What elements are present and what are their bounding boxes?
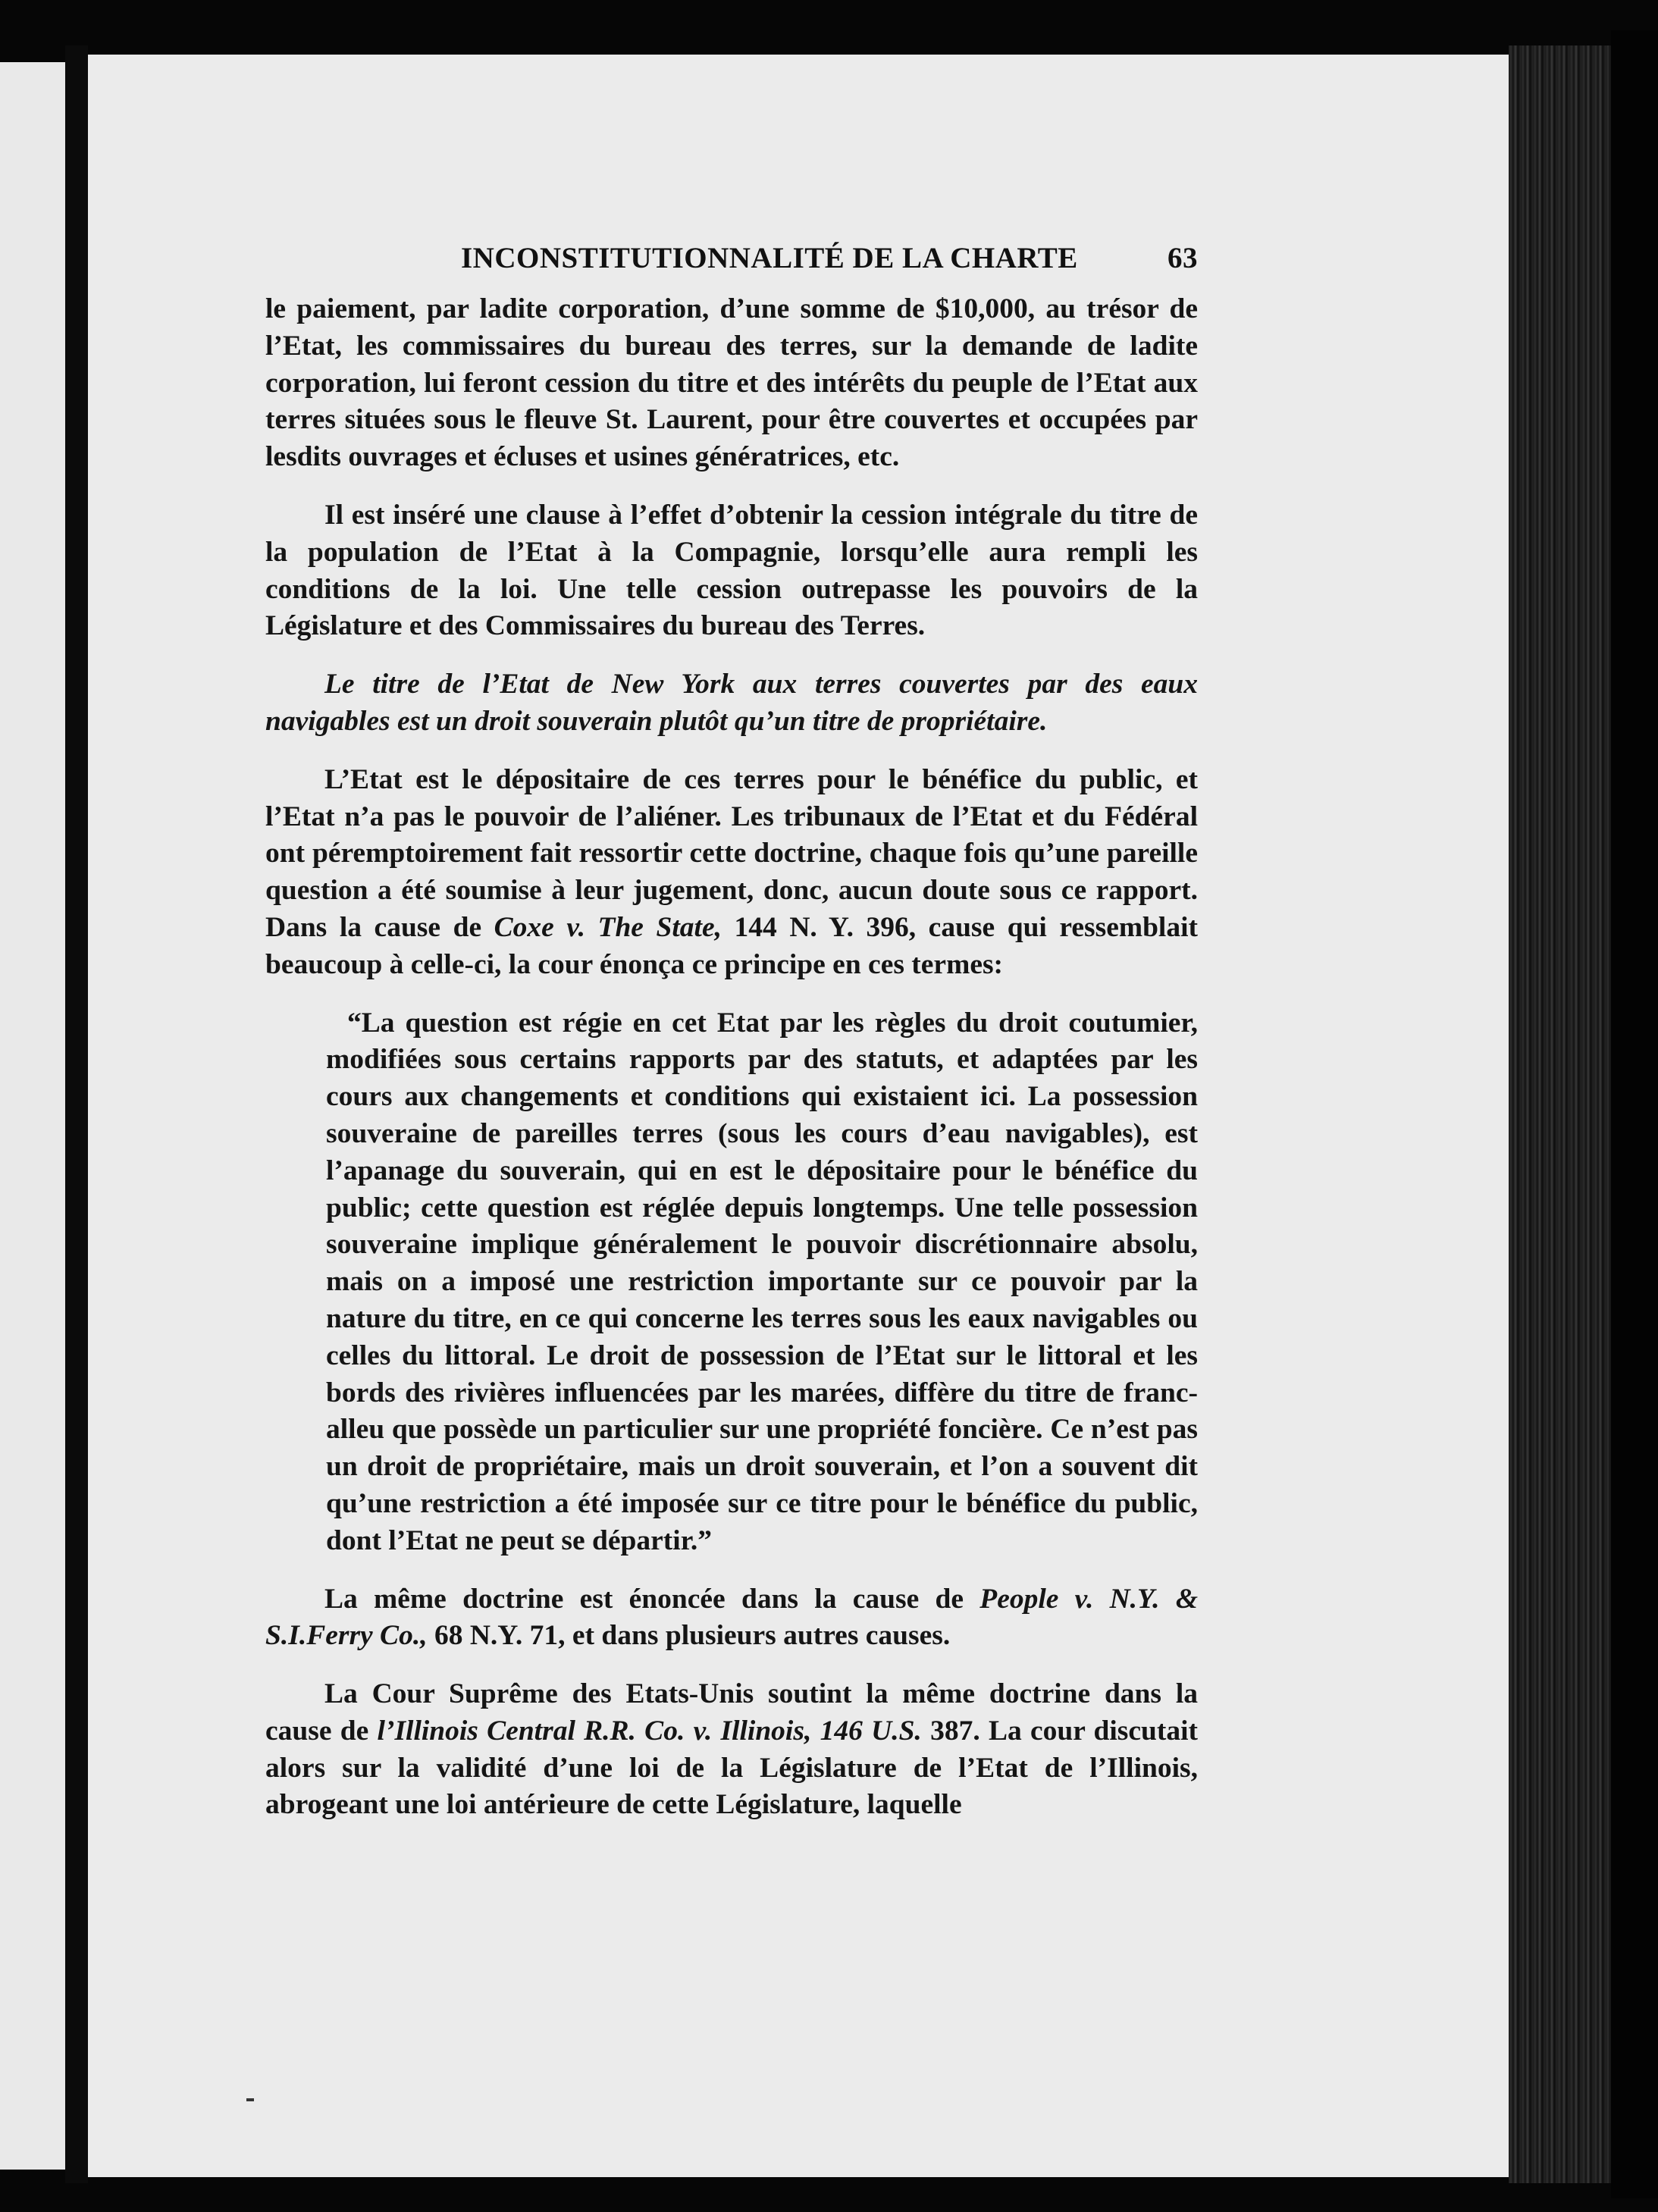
paragraph-meme-doctrine <box>265 1581 1198 1656</box>
body-text <box>265 291 1198 1824</box>
text-run: 68 N.Y. 71, et dans plusieurs autres causes. <box>427 1620 951 1652</box>
block-quote: “La question est régie en cet Etat par les règles du droit coutumier, modifiées sous certains rapports par des statuts, et adaptées par les cours aux changements et conditions qui existaient ici. La possession souveraine de pareilles terres (sous les cours d’eau navigables), est l’apanage du souverain, qui en est le dépositaire pour le bénéfice du public; cette question est réglée depuis longtemps. Une telle possession souveraine implique généralement le pouvoir discrétionnaire absolu, mais on a imposé une restriction importante sur ce pouvoir par la nature du titre, en ce qui concerne les terres sous les eaux navigables ou celles du littoral. Le droit de possession de l’Etat sur le littoral et les bords des rivières influencées par les marées, diffère du titre de franc-alleu que possède un particulier sur une propriété foncière. Ce n’est pas un droit de propriétaire, mais un droit souverain, et l’on a souvent dit qu’une restriction a été imposée sur ce titre pour le bénéfice du public, dont l’Etat ne peut se départir.” <box>326 1007 1198 1556</box>
book-gutter <box>65 45 88 2183</box>
paragraph-continuation: le paiement, par ladite corporation, d’une somme de $10,000, au trésor de l’Etat, les commissaires du bureau des terres, sur la demande de ladite corporation, lui feront cession du titre et des intérêts du peuple de l’Etat aux terres situées sous le fleuve St. Laurent, pour être couvertes et occupées par lesdits ouvrages et écluses et usines génératrices, etc. <box>265 293 1198 473</box>
page-number: 63 <box>1167 242 1198 274</box>
paragraph-clause: Il est inséré une clause à l’effet d’obtenir la cession intégrale du titre de la population de l’Etat à la Compagnie, lorsqu’elle aura rempli les conditions de la loi. Une telle cession outrepasse les pouvoirs de la Législature et des Commissaires du bureau des Terres. <box>265 499 1198 642</box>
paragraph-cour-supreme <box>265 1676 1198 1824</box>
case-citation: People v. N.Y. & S.I.Ferry Co., <box>265 1583 1198 1652</box>
case-citation: Coxe v. The State, <box>494 911 722 943</box>
margin-speck <box>246 2098 254 2101</box>
paragraph-depositaire <box>265 762 1198 984</box>
facing-page-edge <box>0 62 65 2170</box>
text-run: La Cour Suprême des Etats-Unis soutint la même doctrine dans la cause de <box>265 1678 1198 1747</box>
text-run: L’Etat est le dépositaire de ces terres pour le bénéfice du public, et l’Etat n’a pas le pouvoir de l’aliéner. Les tribunaux de l’Etat et du Fédéral ont péremptoirement fait ressortir cette doctrine, chaque fois qu’une pareille question a été soumise à leur jugement, donc, aucun doute sous ce rapport. Dans la cause de <box>265 763 1198 943</box>
text-run: 144 N. Y. 396, cause qui ressemblait beaucoup à celle-ci, la cour énonça ce principe en ces termes: <box>265 911 1199 980</box>
text-run: 387. La cour discutait alors sur la validité d’une loi de la Législature de l’Etat de l’Illinois, abrogeant une loi antérieure de cette Législature, laquelle <box>265 1715 1198 1821</box>
running-head <box>265 241 1198 275</box>
scan-border <box>1611 30 1658 2198</box>
page-edges <box>1509 45 1611 2183</box>
text-run: La même doctrine est énoncée dans la cause de <box>324 1583 980 1615</box>
case-citation: l’Illinois Central R.R. Co. v. Illinois, 146 U.S. <box>377 1715 922 1747</box>
running-title: INCONSTITUTIONNALITÉ DE LA CHARTE <box>461 242 1078 274</box>
italic-heading-paragraph: Le titre de l’Etat de New York aux terres couvertes par des eaux navigables est un droit souverain plutôt qu’un titre de propriétaire. <box>265 669 1198 737</box>
